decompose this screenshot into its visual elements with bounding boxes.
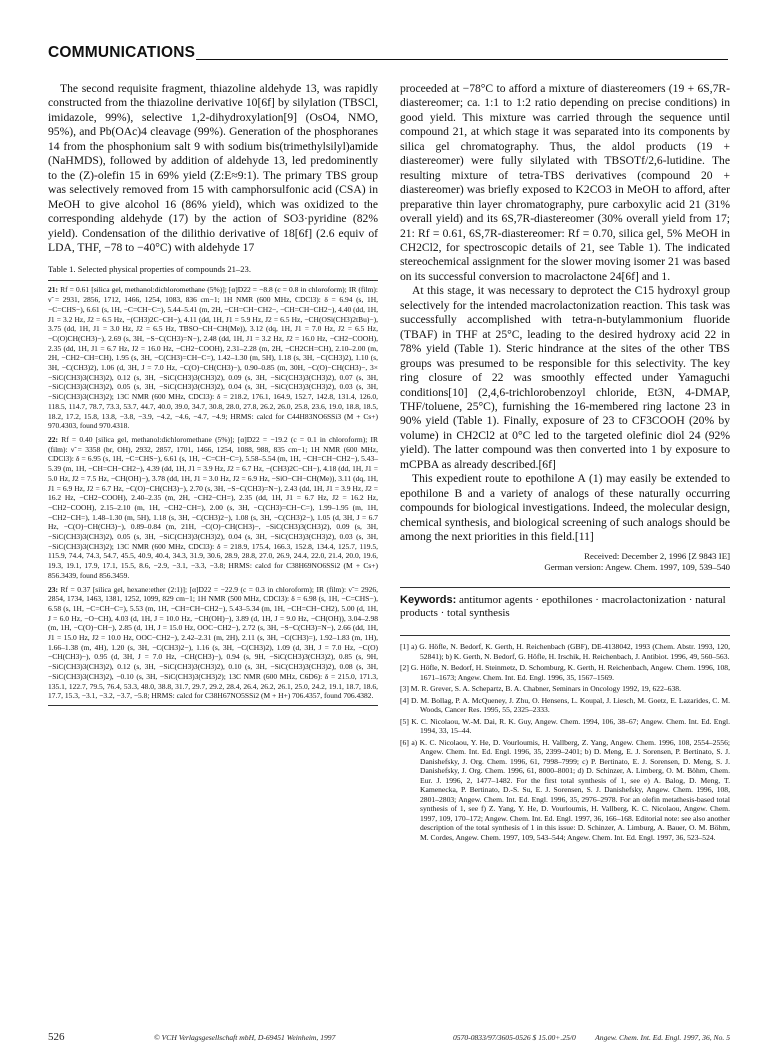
table-1 (48, 285, 378, 701)
left-column (48, 82, 378, 706)
keywords-rule (400, 587, 730, 588)
reference-text: a) G. Höfle, N. Bedorf, K. Gerth, H. Reichenbach (GBF), DE-4138042, 1993 (Chem. Abstr. 1993, 120, 52841); b) K. Gerth, N. Bedorf, G. Höfle, H. Irschik, H. Reichenbach, J. Antibiot. 1996, 49, 560–563. (411, 642, 730, 661)
entry-text: Rf = 0.61 [silica gel, methanol:dichloromethane (5%)]; [α]D22 = −8.8 (c = 0.8 in chloroform); IR (film): ν̃ = 2931, 2856, 1712, 1466, 1254, 1083, 836 cm−1; 1H NMR (600 MHz, CDCl3): δ = 6.94 (s, 1H, −C=CHS−), 6.61 (s, 1H, −C=CH−C=), 5.44–5.41 (m, 2H, −CH=CH−CH2−, −CH=CH−CH2−), 4.40 (dd, 1H, J1 = 3.2 Hz, J2 = 6.5 Hz, −(CH3)2C−CH−), 4.11 (dd, 1H, J1 = 5.9 Hz, J2 = 6.5 Hz, −CH(OSi(CH3)2tBu)−), 3.75 (dd, 1H, J1 = 3.0 Hz, J2 = 6.5 Hz, TBSO−CH−CH(Me)), 3.12 (dq, 1H, J1 = 7.0 Hz, J2 = 6.5 Hz, −C(O)CH(CH3)−), 2.69 (s, 3H, −S−C(CH3)=N−), 2.48 (dd, 1H, J1 = 3.2 Hz, J2 = 16.0 Hz, −CH2−COOH), 2.35 (dd, 1H, J1 = 6.7 Hz, J2 = 16.0 Hz, −CH2−COOH), 2.31–2.28 (m, 2H, −CH2CH=CH), 2.10–2.00 (m, 2H, −CH2−CH=CH), 1.95 (s, 3H, −C(CH3)=CH−C=), 1.42–1.30 (m, 5H), 1.18 (s, 3H, −C(CH3)2), 1.10 (s, 3H, −C(CH3)2), 1.06 (d, 3H, J = 7.0 Hz, −C(O)−CH(CH3)−), 0.90–0.85 (m, 30H, −C(O)−CH(CH3)−, 3× −SiC(CH3)3(CH3)2), 0.12 (s, 3H, −SiC(CH3)3(CH3)2), 0.09 (s, 3H, −SiC(CH3)3(CH3)2), 0.07 (s, 3H, −SiC(CH3)3(CH3)2), 0.05 (s, 3H, −SiC(CH3)3(CH3)2), 0.04 (s, 3H, −SiC(CH3)3(CH3)2), 0.03 (s, 3H, −SiC(CH3)3(CH3)2); 13C NMR (600 MHz, CDCl3): δ = 218.2, 176.1, 164.9, 152.7, 142.8, 131.4, 126.0, 118.5, 114.7, 78.7, 73.3, 53.7, 44.7, 40.0, 39.0, 34.7, 30.8, 28.0, 27.8, 26.2, 26.0, 25.8, 23.6, 19.0, 18.8, 18.5, 18.2, 17.2, 15.8, 13.8, −3.8, −3.9, −4.2, −4.6, −4.7, −4.9; HRMS: calcd for C44H83NO6SSi3 (M + Cs+) 970.4303, found 970.4318. (48, 285, 378, 431)
table-entry-22 (48, 435, 378, 581)
references-list (400, 642, 730, 842)
paragraph-deprotection: At this stage, it was necessary to deprotect the C15 hydroxyl group selectively for the intended macrolactonization reaction. This task was successfully accomplished with tetra-n-butylammonium fluoride (TBAF) in THF at 25°C, leading to the desired hydroxy acid 22 in 78% yield (Table 1). Steric hindrance at the sites of the other TBS groups was presumed to be responsible for this selectivity. The key ring closure of 22 was smoothly effected under Yamaguchi conditions[10] (2,4,6-trichlorobenzoyl chloride, Et3N, 4-DMAP, THF/toluene, 25°C), furnishing the 16-membered ring lactone 23 in 90% yield (Table 1). Finally, exposure of 23 to CF3COOH (20% by volume) in CH2Cl2 at 0°C led to the targeted olefinic diol 24 (92% yield). The latter compound was then converted into 1 by exposure to mCPBA as already described.[6f] (400, 284, 730, 471)
paragraph-conclusion: This expedient route to epothilone A (1) may easily be extended to epothilone B and a variety of analogs of these naturally occurring compounds for biological investigations. Indeed, the molecular design, chemical synthesis, and biological screening of such analogs should be among the next priorities in this field.[11] (400, 472, 730, 544)
table-caption: Table 1. Selected physical properties of compounds 21–23. (48, 264, 251, 275)
entry-label: 23: (48, 584, 58, 594)
references-rule (400, 635, 730, 636)
reference-item (400, 696, 730, 715)
page-number: 526 (48, 1031, 65, 1043)
reference-number: [3] (400, 684, 409, 694)
intro-paragraph: The second requisite fragment, thiazoline aldehyde 13, was rapidly constructed from the thiazoline derivative 10[6f] by silylation (TBSCl, imidazole, 99%), selective 1,2-dihydroxylation[9] (OsO4, NMO, 95%), and Pb(OAc)4 cleavage (99%). Generation of the phosphoranes 14 from the phosphonium salt 9 with sodium bis(trimethylsilyl)amide (NaHMDS), followed by addition of aldehyde 13, led predominently to the (Z)-olefin 15 in 69% yield (Z:E≈9:1). The primary TBS group was selectively removed from 15 with camphorsulfonic acid (CSA) in MeOH to give alcohol 16 (86% yield), which was oxidized to the corresponding aldehyde (17) by the action of SO3·pyridine (82% yield). Condensation of the dilithio derivative of 18[6f] (2.6 equiv of LDA, THF, −78 to −40°C) with aldehyde 17 (48, 82, 378, 254)
page-header (48, 42, 728, 64)
reference-item (400, 738, 730, 843)
reference-text: G. Höfle, N. Bedorf, H. Steinmetz, D. Schomburg, K. Gerth, H. Reichenbach, Angew. Chem. 1996, 108, 1671–1673; Angew. Chem. Int. Ed. Engl. 1996, 35, 1567–1569. (410, 663, 730, 682)
table-top-rule (48, 280, 378, 281)
table-entry-23 (48, 585, 378, 701)
reference-number: [1] (400, 642, 409, 652)
entry-text: Rf = 0.40 [silica gel, methanol:dichloromethane (5%)]; [α]D22 = −19.2 (c = 0.1 in chloroform); IR (film): ν̃ = 3358 (br, OH), 2932, 2857, 1701, 1466, 1254, 1088, 988, 835 cm−1; 1H NMR (600 MHz, CDCl3): δ = 6.95 (s, 1H, −C=CHS−), 6.61 (s, 1H, −C=CH−C=), 5.58–5.54 (m, 1H, −CH=CH−CH2−), 5.43–5.39 (m, 1H, −CH=CH−CH2−), 4.39 (dd, 1H, J1 = 3.9 Hz, J2 = 6.7 Hz, −(CH3)2C−CH−), 4.18 (dd, 1H, J1 = 5.0 Hz, J2 = 7.5 Hz, −CH(OH)−), 3.78 (dd, 1H, J1 = 3.0 Hz, J2 = 6.9 Hz, −SiO−CH−CH(Me)), 3.11 (dq, 1H, J1 = 6.9 Hz, J2 = 6.7 Hz, −C(O)−CH(CH3)−), 2.70 (s, 3H, −S−C(CH3)=N−), 2.43 (dd, 1H, J1 = 3.9 Hz, J2 = 16.2 Hz, −CH2−COOH), 2.40–2.35 (m, 2H, −CH2−CH=), 2.35 (dd, 1H, J1 = 6.7 Hz, J2 = 16.2 Hz, −CH2−COOH), 2.15–2.10 (m, 1H, −CH2−CH=), 2.00 (s, 3H, −C(CH3)=CH−C=), 1.99–1.95 (m, 1H, −CH2−CH=), 1.48–1.30 (m, 5H), 1.18 (s, 3H, −C(CH3)2−), 1.08 (s, 3H, −C(CH3)2−), 1.05 (d, 3H, J = 6.7 Hz, −C(O)−CH(CH3)−), 0.89–0.84 (m, 21H, −C(O)−CH(CH3)−, −SiC(CH3)3(CH3)2), 0.09 (s, 3H, −SiC(CH3)3(CH3)2), 0.05 (s, 3H, −SiC(CH3)3(CH3)2), 0.04 (s, 3H, −SiC(CH3)3(CH3)2), 0.03 (s, 3H, −SiC(CH3)3(CH3)2); 13C NMR (600 MHz, CDCl3): δ = 218.9, 175.4, 166.3, 152.8, 134.4, 125.7, 119.5, 115.9, 74.4, 74.3, 54.7, 45.5, 40.9, 40.4, 34.3, 31.9, 30.6, 28.9, 28.8, 27.0, 26.9, 24.4, 22.0, 21.4, 20.0, 19.6, 19.3, 19.1, 17.9, 17.1, 15.5, 8.6, −2.9, −3.1, −3.3, −3.8; HRMS: calcd for C38H69NO6SSi2 (M + Cs+) 856.3439, found 856.3459. (48, 434, 379, 580)
publisher-line: © VCH Verlagsgesellschaft mbH, D-69451 Weinheim, 1997 (154, 1033, 336, 1042)
page-footer (48, 1033, 730, 1047)
reference-number: [2] (400, 663, 409, 673)
reference-item (400, 663, 730, 682)
issn-line: 0570-0833/97/3605-0526 $ 15.00+.25/0 (453, 1033, 576, 1042)
table-bottom-rule (48, 705, 378, 706)
entry-label: 22: (48, 434, 58, 444)
keywords-label: Keywords: (400, 593, 457, 606)
journal-citation: Angew. Chem. Int. Ed. Engl. 1997, 36, No. 5 (595, 1033, 730, 1042)
reference-number: [6] (400, 737, 409, 747)
section-title: COMMUNICATIONS (48, 44, 196, 61)
entry-label: 21: (48, 285, 58, 295)
keywords-block (400, 594, 730, 622)
header-rule (196, 59, 728, 60)
reference-item (400, 684, 730, 694)
reference-text: M. R. Grever, S. A. Schepartz, B. A. Chabner, Seminars in Oncology 1992, 19, 622–638. (410, 684, 681, 694)
reference-number: [5] (400, 716, 409, 726)
entry-text: Rf = 0.37 [silica gel, hexane:ether (2:1)]; [α]D22 = −22.9 (c = 0.3 in chloroform); IR (film): ν̃ = 2926, 2854, 1734, 1463, 1381, 1252, 1099, 829 cm−1; 1H NMR (500 MHz, CDCl3): δ = 6.98 (s, 1H, −C=CHS−), 6.58 (s, 1H, −C=CH−C=), 5.53 (m, 1H, −CH=CH−CH2−), 5.43–5.34 (m, 1H, −CH=CH−CH2), 5.00 (d, 1H, J = 6.0 Hz, −O−CH), 4.03 (d, 1H, J = 10.0 Hz, −CH(OH)−), 3.89 (d, 1H, J = 9.0 Hz, −CH(OH)), 3.04–2.98 (m, 1H, −C(O)−CH−), 2.85 (d, 1H, J = 15.0 Hz, OOC−CH2−), 2.72 (s, 3H, −S−C(CH3)=N−), 2.66 (dd, 1H, J1 = 15.0 Hz, J2 = 10.0 Hz, OOC−CH2−), 2.42–2.31 (m, 2H), 2.11 (s, 3H, −C(CH3)=), 1.92–1.83 (m, 1H), 1.66–1.38 (m, 4H), 1.20 (s, 3H, −C(CH3)2−), 1.16 (s, 3H, −C(CH3)2), 1.09 (d, 3H, J = 7.0 Hz, −C(O)−CH(CH3)−), 0.95 (d, 3H, J = 7.0 Hz, −CH(CH3)−), 0.94 (s, 9H, −SiC(CH3)3(CH3)2), 0.85 (s, 9H, −SiC(CH3)3(CH3)2), 0.12 (s, 3H, −SiC(CH3)3(CH3)2), 0.10 (s, 3H, −SiC(CH3)3(CH3)2), 0.08 (s, 3H, −SiC(CH3)3(CH3)2), −0.10 (s, 3H, −SiC(CH3)3(CH3)2); 13C NMR (600 MHz, C6D6): δ = 215.0, 171.3, 135.1, 122.7, 79.5, 76.4, 53.3, 48.0, 38.8, 31.7, 29.7, 29.2, 28.4, 26.4, 26.2, 26.1, 25.0, 24.2, 19.1, 18.7, 18.6, 17.7, 15.3, −3.1, −3.2, −3.7, −5.8; HRMS: calcd for C38H67NO5SSi2 (M + H+) 706.4357, found 706.4382. (48, 584, 379, 701)
reference-item (400, 717, 730, 736)
received-block (400, 551, 730, 573)
reference-text: K. C. Nicolaou, W.-M. Dai, R. K. Guy, Angew. Chem. 1994, 106, 38–67; Angew. Chem. Int. Ed. Engl. 1994, 33, 15–44. (411, 716, 730, 736)
right-column (400, 82, 730, 844)
paragraph-continued: proceeded at −78°C to afford a mixture of diastereomers (19 + 6S,7R-diastereomer; ca. 1:1 to 1:2 ratio depending on precise conditions) in good yield. This mixture was carried through the sequence until compound 21, at which stage it was separated into its components by silica gel chromatography. Thus, the aldol products (19 + diastereomer) were fully silylated with TBSOTf/2,6-lutidine. The resulting mixture of tetra-TBS derivatives (compound 20 + diastereomer) was briefly exposed to K2CO3 in MeOH to afford, after preparative thin layer chromatography, pure carboxylic acid 21 (31% overall yield) and its 6S,7R-diastereomer (30% overall yield from 17; 21: Rf = 0.61, 6S,7R-diastereomer: Rf = 0.70, silica gel, 5% MeOH in CH2Cl2, for spectroscopic details of 21, see Table 1). The indicated stereochemical assignment for the slower moving isomer 21 was based on its successful conversion to macrolactone 24[6f] and 1. (400, 82, 730, 283)
german-version-line: German version: Angew. Chem. 1997, 109, 539–540 (544, 561, 730, 572)
reference-text: a) K. C. Nicolaou, Y. He, D. Vourloumis, H. Vallberg, Z. Yang, Angew. Chem. 1996, 108, 2554–2556; Angew. Chem. Int. Ed. Engl. 1996, 35, 2399–2401; b) D. Meng, E. J. Sorensen, P. Bertinato, S. J. Danishefsky, J. Org. Chem. 1996, 61, 7998–7999; c) P. Bertinato, E. J. Sorensen, D. Meng, S. J. Danishefsky, J. Org. Chem. 1996, 61, 8000–8001; d) D. Schinzer, A. Limberg, O. M. Böhm, Chem. Eur. J. 1996, 2, 1477–1482. For the first total synthesis of 1, see e) A. Balog, D. Meng, T. Kamenecka, P. Bertinato, D.-S. Su, E. J. Sorensen, S. J. Danishefsky, Angew. Chem. 1996, 108, 2801–2803; Angew. Chem. Int. Ed. Engl. 1996, 35, 2976–2978. For an olefin metathesis-based total synthesis of 1, see f) Z. Yang, Y. He, D. Vourloumis, H. Vallberg, K. C. Nicolaou, Angew. Chem. 1997, 109, 170–172; Angew. Chem. Int. Ed. Engl. 1997, 36, 166–168. Editorial note: see also another description of the total synthesis of 1 in this issue: D. Schinzer, A. Limburg, A. Bauer, O. M. Böhm, M. Cordes, Angew. Chem. 1997, 109, 543–544; Angew. Chem. Int. Ed. Engl. 1997, 36, 523–524. (411, 737, 730, 842)
table-entry-21 (48, 285, 378, 431)
keywords-text: antitumor agents · epothilones · macrolactonization · natural products · total synthesis (400, 593, 726, 620)
reference-number: [4] (400, 695, 409, 705)
received-line: Received: December 2, 1996 [Z 9843 IE] (584, 550, 730, 561)
reference-item (400, 642, 730, 661)
reference-text: D. M. Bollag, P. A. McQueney, J. Zhu, O. Hensens, L. Koupal, J. Liesch, M. Goetz, E. Lazarides, C. M. Woods, Cancer Res. 1995, 55, 2325–2333. (410, 695, 730, 715)
